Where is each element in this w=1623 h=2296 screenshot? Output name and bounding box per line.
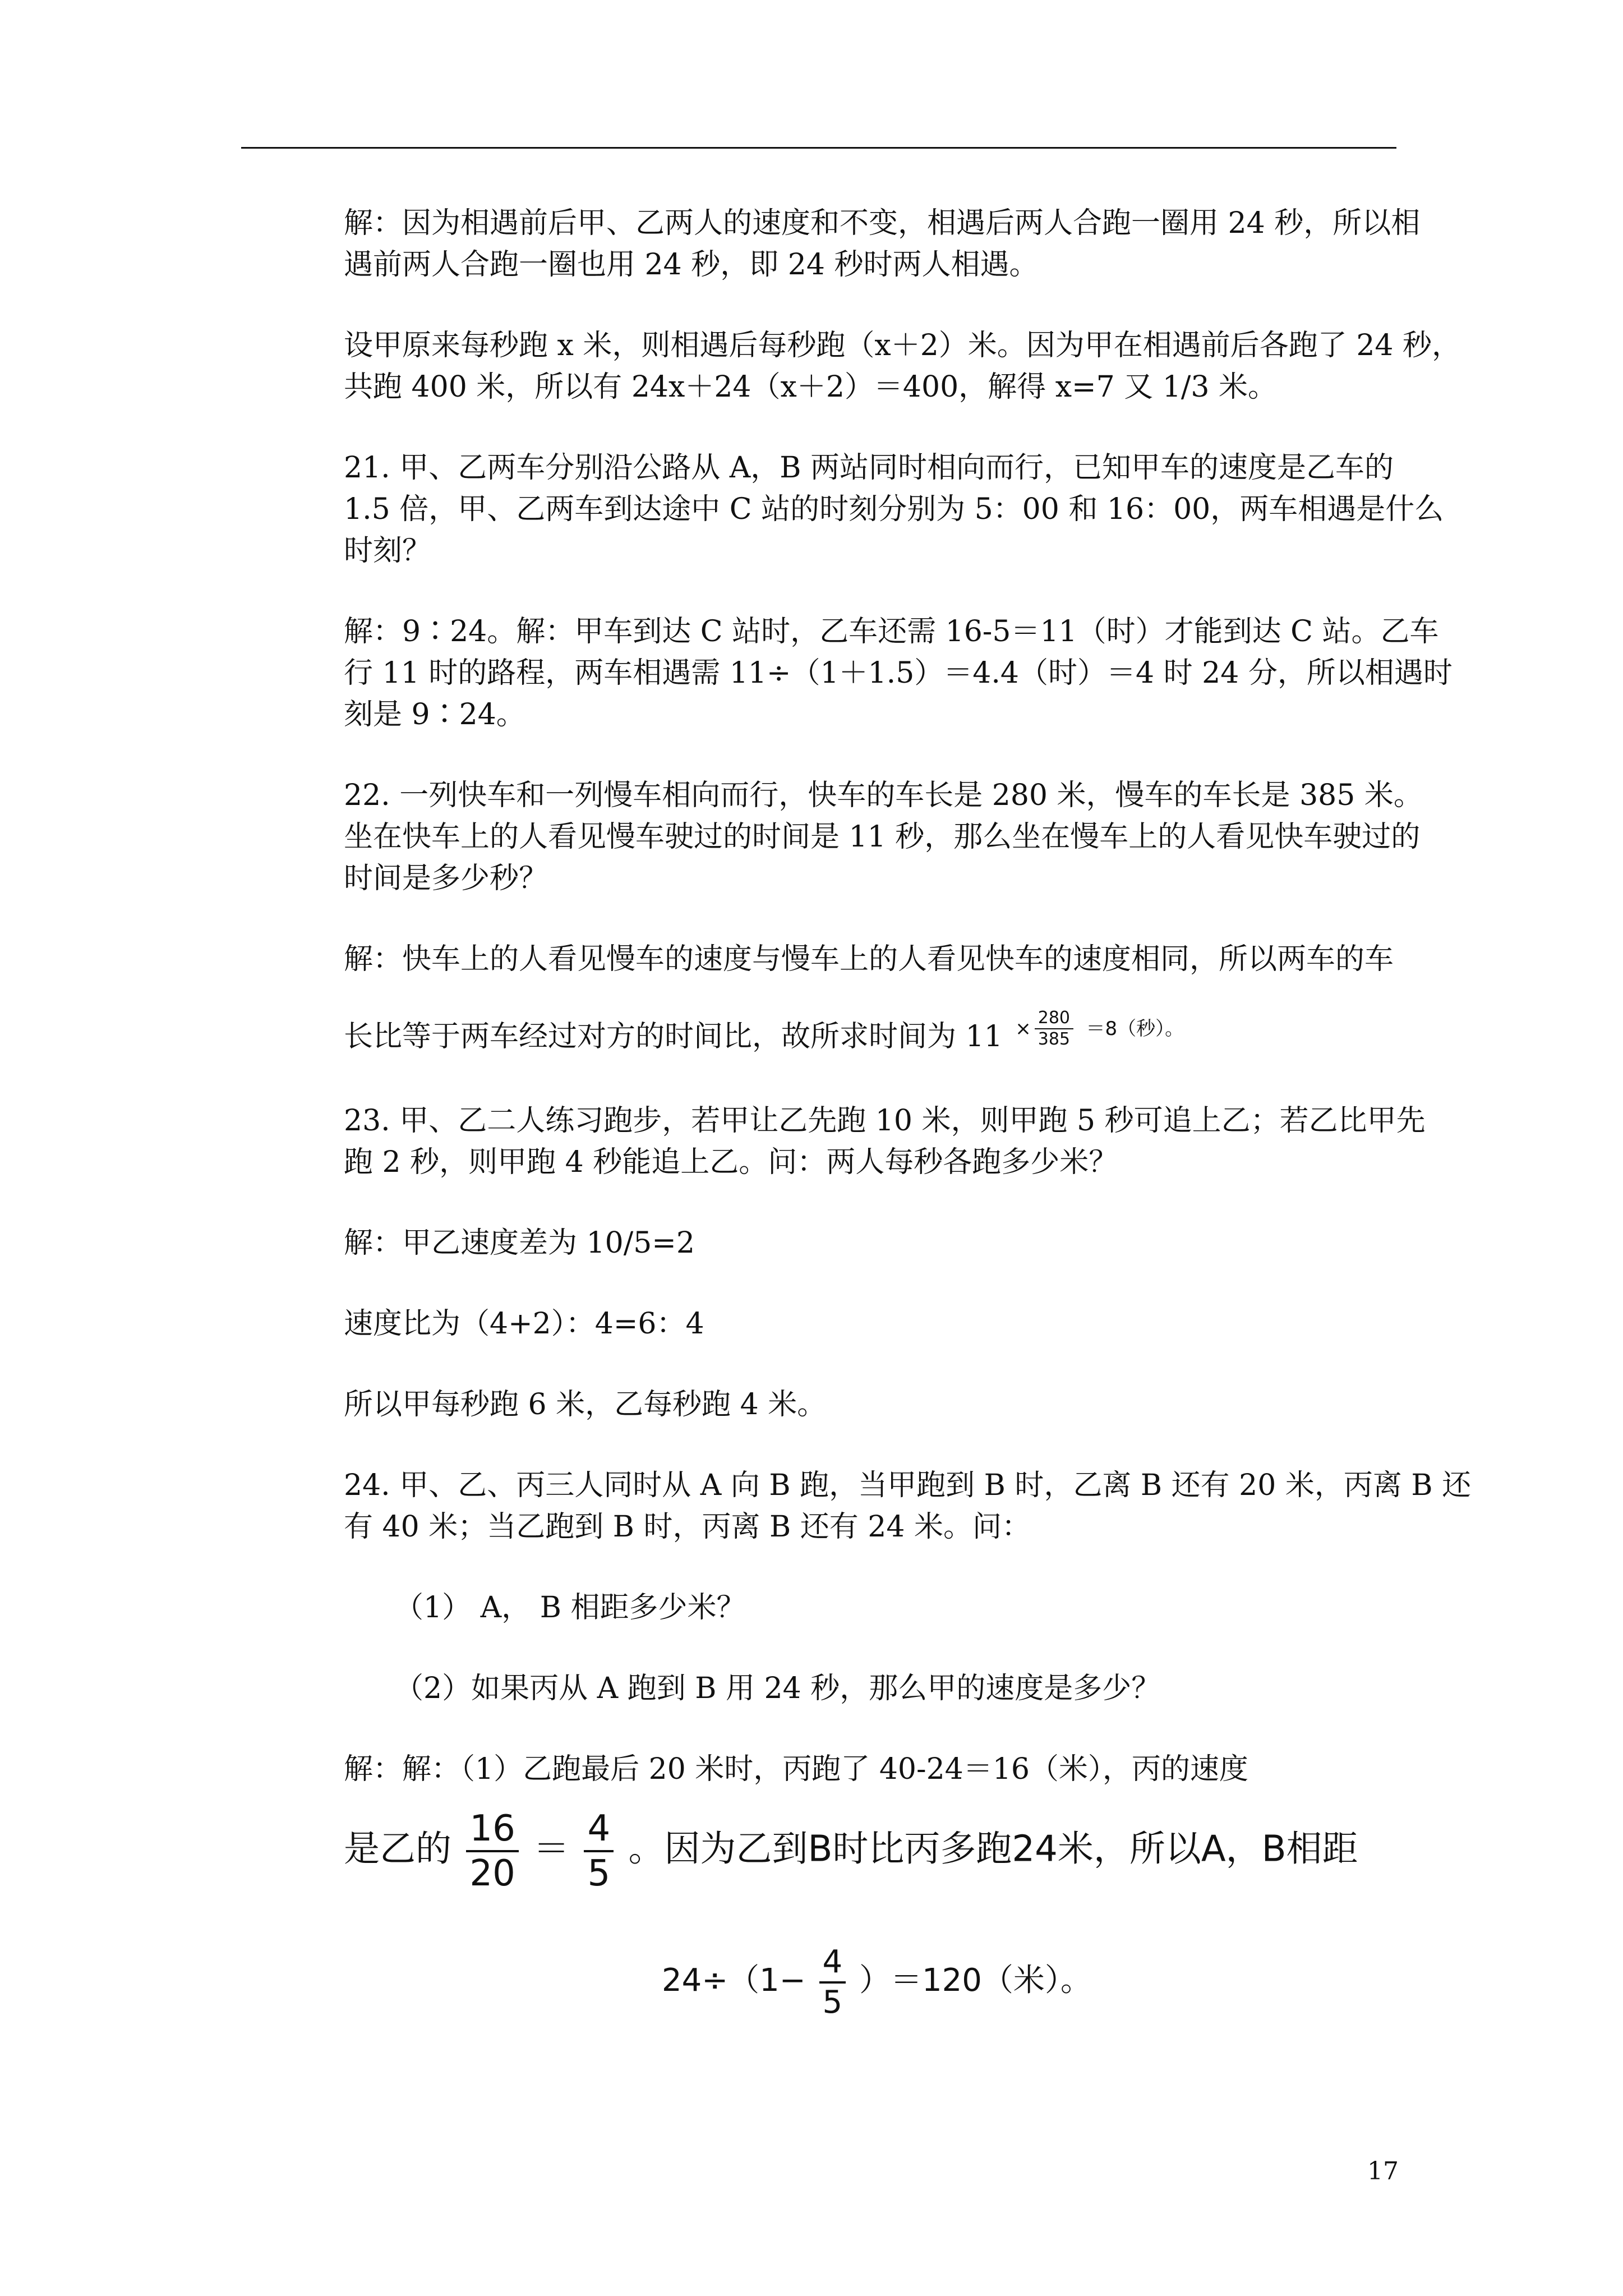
header-rule bbox=[241, 147, 1396, 149]
text-line: 解：9∶24。解：甲车到达 C 站时，乙车还需 16-5＝11（时）才能到达 C 站。乙车 bbox=[344, 615, 1439, 648]
q24-formula-line bbox=[662, 1944, 1092, 2021]
q24-ratio-line bbox=[344, 1808, 1358, 1894]
q22-answer-line bbox=[344, 1010, 1184, 1051]
text-line: 21. 甲、乙两车分别沿公路从 A，B 两站同时相向而行，已知甲车的速度是乙车的 bbox=[344, 451, 1394, 485]
q22-answer-suffix: ＝8（秒）。 bbox=[1086, 1018, 1184, 1040]
text-line: 速度比为（4+2）：4=6：4 bbox=[344, 1307, 704, 1341]
times-sign: × bbox=[1015, 1018, 1031, 1040]
text-line: 解：快车上的人看见慢车的速度与慢车上的人看见快车的速度相同，所以两车的车 bbox=[344, 942, 1394, 976]
fraction-denominator: 5 bbox=[822, 1984, 843, 2021]
q24-fraction-16-20 bbox=[466, 1808, 518, 1894]
text-line: （1） A， B 相距多少米？ bbox=[394, 1591, 746, 1625]
q24-ratio-suffix: 。因为乙到B时比丙多跑24米，所以A，B相距 bbox=[628, 1828, 1358, 1870]
text-line: 23. 甲、乙二人练习跑步，若甲让乙先跑 10 米，则甲跑 5 秒可追上乙；若乙比甲先 bbox=[344, 1104, 1426, 1138]
text-line: 时刻？ bbox=[344, 534, 432, 568]
text-line: 1.5 倍，甲、乙两车到达途中 C 站的时刻分别为 5：00 和 16：00，两车相遇是什么 bbox=[344, 493, 1444, 526]
q24-formula-prefix: 24÷（1− bbox=[662, 1962, 806, 1999]
fraction-numerator: 4 bbox=[584, 1811, 614, 1852]
text-line: 所以甲每秒跑 6 米，乙每秒跑 4 米。 bbox=[344, 1388, 827, 1421]
text-line: 24. 甲、乙、丙三人同时从 A 向 B 跑，当甲跑到 B 时，乙离 B 还有 20 米，丙离 B 还 bbox=[344, 1469, 1472, 1502]
text-line: 共跑 400 米，所以有 24x＋24（x＋2）＝400，解得 x=7 又 1/3 米。 bbox=[344, 370, 1277, 404]
q24-formula-suffix: ）＝120（米）。 bbox=[859, 1962, 1092, 1999]
fraction-denominator: 5 bbox=[587, 1853, 611, 1894]
q22-answer-prefix: 长比等于两车经过对方的时间比，故所求时间为 11 bbox=[344, 1020, 1003, 1053]
q24-ratio-prefix: 是乙的 bbox=[344, 1828, 451, 1870]
text-line: 设甲原来每秒跑 x 米，则相遇后每秒跑（x＋2）米。因为甲在相遇前后各跑了 24 秒， bbox=[344, 329, 1461, 362]
q24-formula-fraction bbox=[819, 1944, 846, 2021]
q24-fraction-4-5 bbox=[584, 1808, 614, 1894]
text-line: 解：因为相遇前后甲、乙两人的速度和不变，相遇后两人合跑一圈用 24 秒，所以相 bbox=[344, 206, 1421, 240]
text-line: 坐在快车上的人看见慢车驶过的时间是 11 秒，那么坐在慢车上的人看见快车驶过的 bbox=[344, 820, 1421, 854]
text-line: （2）如果丙从 A 跑到 B 用 24 秒，那么甲的速度是多少？ bbox=[394, 1672, 1161, 1705]
q22-fraction bbox=[1015, 1010, 1073, 1048]
page-number: 17 bbox=[1367, 2157, 1399, 2185]
fraction-denominator: 20 bbox=[469, 1853, 515, 1894]
text-line: 解：解：（1）乙跑最后 20 米时，丙跑了 40-24＝16（米），丙的速度 bbox=[344, 1752, 1248, 1786]
text-line: 时间是多少秒？ bbox=[344, 862, 548, 895]
text-line: 有 40 米；当乙跑到 B 时，丙离 B 还有 24 米。问： bbox=[344, 1510, 1031, 1544]
text-line: 22. 一列快车和一列慢车相向而行，快车的车长是 280 米，慢车的车长是 385 米。 bbox=[344, 779, 1423, 812]
text-line: 解：甲乙速度差为 10/5=2 bbox=[344, 1226, 695, 1260]
text-line: 刻是 9∶24。 bbox=[344, 698, 525, 731]
q22-fraction-numerator: 280 bbox=[1035, 1010, 1073, 1029]
fraction-numerator: 4 bbox=[819, 1947, 846, 1984]
text-line: 跑 2 秒，则甲跑 4 秒能追上乙。问：两人每秒各跑多少米？ bbox=[344, 1145, 1118, 1179]
text-line: 遇前两人合跑一圈也用 24 秒，即 24 秒时两人相遇。 bbox=[344, 248, 1039, 282]
q22-fraction-denominator: 385 bbox=[1038, 1029, 1070, 1049]
fraction-numerator: 16 bbox=[466, 1811, 518, 1852]
equals-sign: ＝ bbox=[533, 1828, 570, 1870]
text-line: 行 11 时的路程，两车相遇需 11÷（1＋1.5）＝4.4（时）＝4 时 24 分，所以相遇时 bbox=[344, 656, 1453, 690]
